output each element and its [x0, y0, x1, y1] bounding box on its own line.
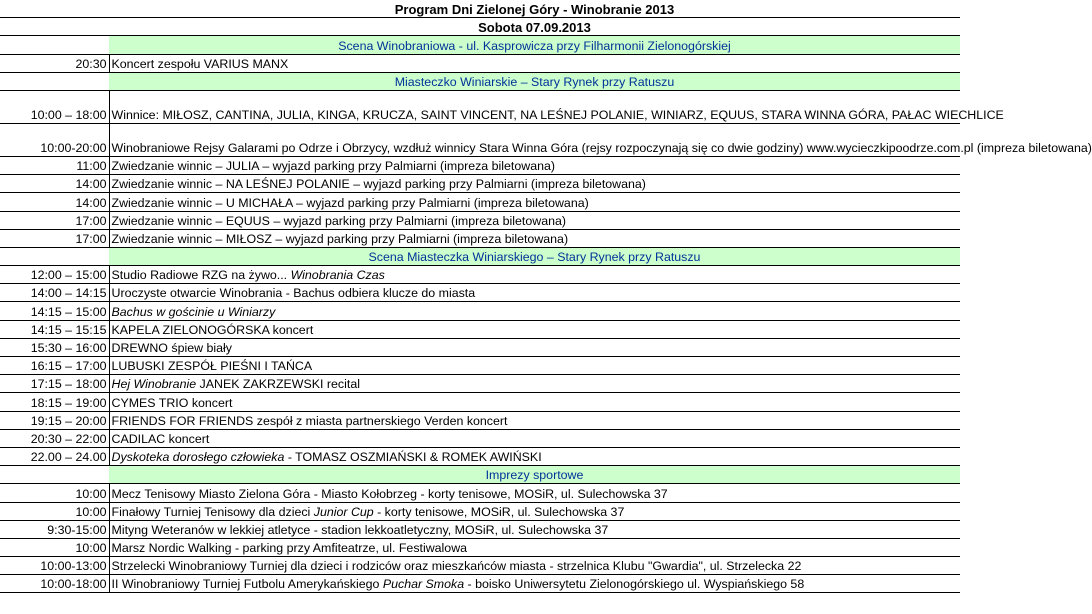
- time-cell: 17:00: [0, 229, 109, 247]
- event-cell: [109, 357, 960, 375]
- event-text: Studio Radiowe RZG na żywo...: [111, 268, 288, 283]
- event-text: DREWNO śpiew biały: [111, 341, 232, 355]
- time-cell: 14:00: [0, 175, 109, 193]
- table-row: [0, 284, 960, 302]
- table-row: [0, 429, 960, 447]
- event-cell: Zwiedzanie winnic – U MICHAŁA – wyjazd parking przy Palmiarni (impreza biletowana): [109, 193, 960, 211]
- date-row: [0, 18, 960, 36]
- time-cell: 22.00 – 24.00: [0, 447, 109, 465]
- table-row: [0, 575, 960, 593]
- table-row: [0, 266, 960, 284]
- section-heading-row: [0, 72, 960, 90]
- section-heading-sport: Imprezy sportowe: [109, 466, 960, 484]
- section-heading-miasteczko: Miasteczko Winiarskie – Stary Rynek przy Ratuszu: [109, 72, 960, 90]
- time-cell: 17:00: [0, 211, 109, 229]
- event-text: Mityng Weteranów w lekkiej atletyce - stadion lekkoatletyczny, MOSiR, ul. Sulechowska 37: [111, 522, 609, 537]
- table-row: [0, 320, 960, 338]
- event-text-rest: - korty tenisowe, MOSiR, ul. Sulechowska 37: [373, 504, 625, 519]
- event-cell: [109, 538, 960, 556]
- time-cell: 10:00: [0, 484, 109, 502]
- section-heading-row: [0, 247, 960, 265]
- event-cell: [109, 320, 960, 338]
- time-cell: 9:30-15:00: [0, 520, 109, 538]
- event-cell: Zwiedzanie winnic – JULIA – wyjazd parking przy Palmiarni (impreza biletowana): [109, 156, 960, 174]
- event-cell: [109, 429, 960, 447]
- time-cell: 15:30 – 16:00: [0, 338, 109, 356]
- time-cell: 11:00: [0, 156, 109, 174]
- page-date: Sobota 07.09.2013: [109, 18, 960, 36]
- time-cell: 19:15 – 20:00: [0, 411, 109, 429]
- table-row: [0, 175, 960, 193]
- event-cell: [109, 484, 960, 502]
- table-row: [0, 193, 960, 211]
- event-cell: Winnice: MIŁOSZ, CANTINA, JULIA, KINGA, KRUCZA, SAINT VINCENT, NA LEŚNEJ POLANIE, WINIARZ, EQUUS, STARA WINNA GÓRA, PAŁAC WIECHLICE: [109, 90, 960, 123]
- table-row: [0, 538, 960, 556]
- event-cell: [109, 411, 960, 429]
- section-heading-scena: Scena Miasteczka Winiarskiego – Stary Rynek przy Ratuszu: [109, 247, 960, 265]
- event-cell: Zwiedzanie winnic – MIŁOSZ – wyjazd parking przy Palmiarni (impreza biletowana): [109, 229, 960, 247]
- table-row: [0, 229, 960, 247]
- stage1-heading-row: [0, 36, 960, 54]
- time-cell: 17:15 – 18:00: [0, 375, 109, 393]
- time-cell: 14:00 – 14:15: [0, 284, 109, 302]
- event-cell: [109, 447, 960, 465]
- event-text-rest: JANEK ZAKRZEWSKI recital: [196, 377, 360, 392]
- event-text-italic: Winobrania Czas: [287, 268, 385, 283]
- stage1-heading: Scena Winobraniowa - ul. Kasprowicza przy Filharmonii Zielonogórskiej: [109, 36, 960, 54]
- event-cell: [109, 338, 960, 356]
- event-text: Strzelecki Winobraniowy Turniej dla dzieci i rodziców oraz mieszkańców miasta - strzelnica Klubu "Gwardia", ul. Strzelecka 22: [111, 559, 802, 574]
- event-text: Mecz Tenisowy Miasto Zielona Góra - Miasto Kołobrzeg - korty tenisowe, MOSiR, ul. Sulechowska 37: [111, 486, 668, 501]
- table-row: [0, 90, 960, 123]
- time-cell: 14:15 – 15:15: [0, 320, 109, 338]
- event-text: FRIENDS FOR FRIENDS zespół z miasta partnerskiego Verden koncert: [111, 413, 508, 428]
- event-cell: [109, 393, 960, 411]
- table-row: [0, 302, 960, 320]
- table-row: [0, 502, 960, 520]
- event-cell: Zwiedzanie winnic – EQUUS – wyjazd parking przy Palmiarni (impreza biletowana): [109, 211, 960, 229]
- event-text-italic: Hej Winobranie: [111, 377, 197, 392]
- event-cell: [109, 575, 960, 593]
- event-text: II Winobraniowy Turniej Futbolu Amerykańskiego: [111, 577, 383, 592]
- table-row: [0, 375, 960, 393]
- table-row: [0, 54, 960, 72]
- time-cell: 16:15 – 17:00: [0, 357, 109, 375]
- event-text: Marsz Nordic Walking - parking przy Amfiteatrze, ul. Festiwalowa: [111, 541, 468, 556]
- event-text-rest: - TOMASZ OSZMIAŃSKI & ROMEK AWIŃSKI: [284, 450, 542, 465]
- event-cell: [109, 520, 960, 538]
- event-text: Finałowy Turniej Tenisowy dla dzieci: [111, 504, 314, 519]
- time-cell: 10:00-13:00: [0, 557, 109, 575]
- event-text: CYMES TRIO koncert: [111, 395, 233, 410]
- table-row: [0, 123, 960, 156]
- event-text-italic: Dyskoteka dorosłego człowieka: [111, 450, 285, 465]
- table-row: [0, 393, 960, 411]
- event-text: KAPELA ZIELONOGÓRSKA koncert: [111, 322, 314, 337]
- time-cell: 18:15 – 19:00: [0, 393, 109, 411]
- page-title: Program Dni Zielonej Góry - Winobranie 2013: [109, 0, 960, 18]
- table-row: [0, 447, 960, 465]
- spacer-cell: [0, 466, 109, 484]
- table-row: [0, 520, 960, 538]
- event-cell: [109, 375, 960, 393]
- time-cell: 10:00 – 18:00: [0, 90, 109, 123]
- table-row: [0, 357, 960, 375]
- time-cell: 20:30: [0, 54, 109, 72]
- event-text: LUBUSKI ZESPÓŁ PIEŚNI I TAŃCA: [111, 359, 313, 374]
- table-row: [0, 211, 960, 229]
- event-text: CADILAC koncert: [111, 431, 210, 446]
- event-text-italic: Puchar Smoka: [382, 577, 465, 592]
- event-cell: [109, 284, 960, 302]
- event-text: Uroczyste otwarcie Winobrania - Bachus odbiera klucze do miasta: [111, 286, 476, 301]
- event-text-italic: Bachus w gościnie u Winiarzy: [111, 304, 276, 319]
- event-cell: Koncert zespołu VARIUS MANX: [109, 54, 960, 72]
- table-row: [0, 411, 960, 429]
- time-cell: 20:30 – 22:00: [0, 429, 109, 447]
- event-text-italic: Junior Cup: [313, 504, 374, 519]
- event-cell: Winobraniowe Rejsy Galarami po Odrze i Obrzycy, wzdłuż winnicy Stara Winna Góra (rejsy rozpoczynają się co dwie godziny) www.wycieczkipoodrze.com.pl (impreza biletowana): [109, 123, 960, 156]
- event-cell: [109, 502, 960, 520]
- time-cell: 10:00: [0, 502, 109, 520]
- event-text-rest: - boisko Uniwersytetu Zielonogórskiego ul. Wyspiańskiego 58: [464, 577, 805, 592]
- section-heading-row: [0, 466, 960, 484]
- table-row: [0, 557, 960, 575]
- event-cell: [109, 266, 960, 284]
- event-cell: [109, 557, 960, 575]
- time-cell: 10:00-18:00: [0, 575, 109, 593]
- time-cell: 10:00: [0, 538, 109, 556]
- time-cell: 12:00 – 15:00: [0, 266, 109, 284]
- time-cell: 10:00-20:00: [0, 123, 109, 156]
- time-cell: 14:15 – 15:00: [0, 302, 109, 320]
- table-row: [0, 156, 960, 174]
- time-cell: 14:00: [0, 193, 109, 211]
- event-cell: [109, 302, 960, 320]
- event-cell: Zwiedzanie winnic – NA LEŚNEJ POLANIE – wyjazd parking przy Palmiarni (impreza biletowana): [109, 175, 960, 193]
- table-row: [0, 484, 960, 502]
- title-row: [0, 0, 960, 18]
- spacer-cell: [0, 247, 109, 265]
- table-row: [0, 338, 960, 356]
